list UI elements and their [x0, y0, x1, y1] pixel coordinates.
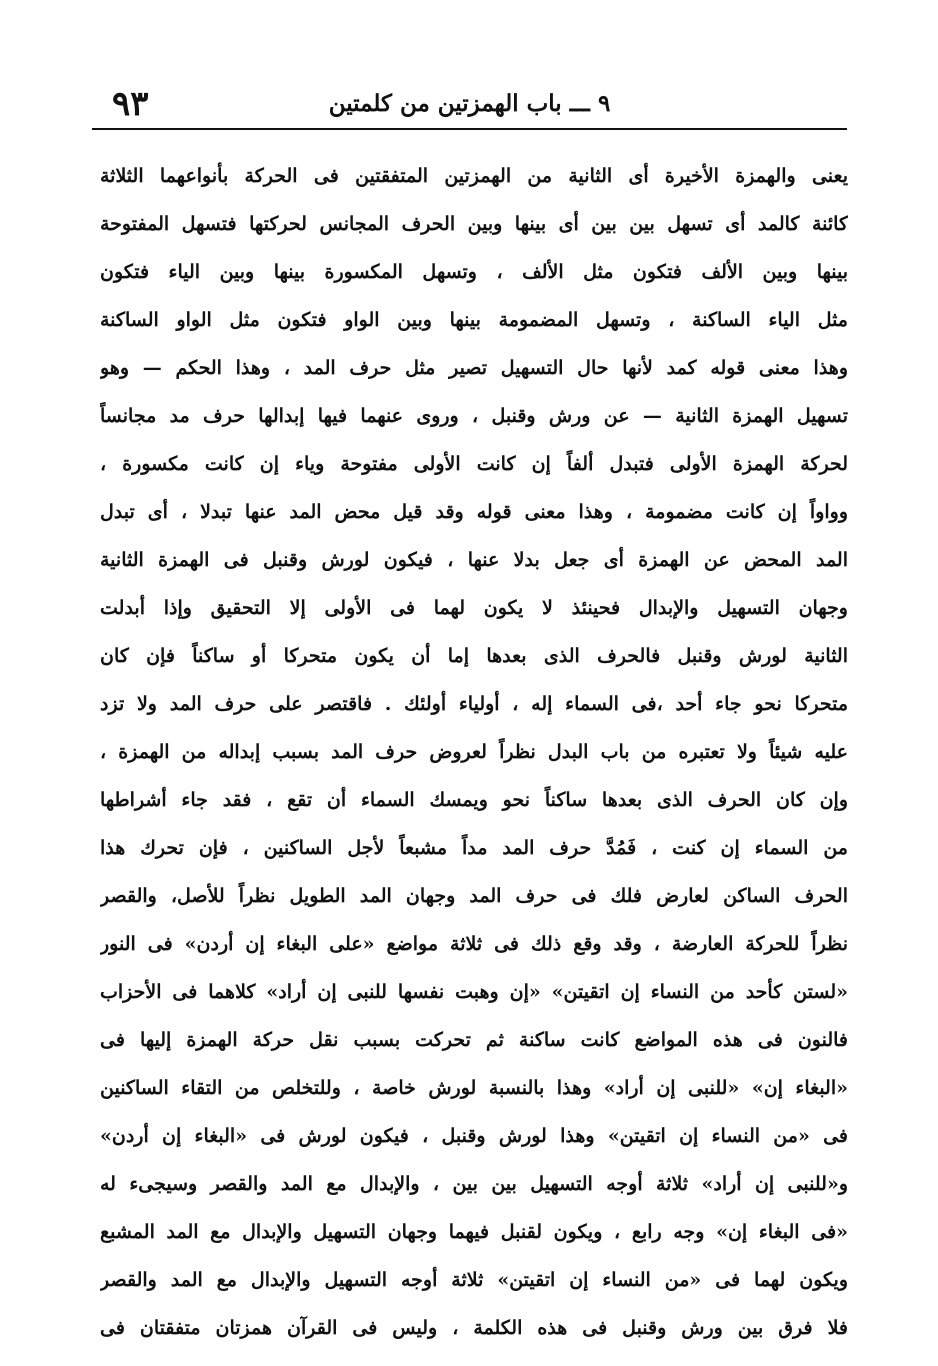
text-line: الثانية لورش وقنبل فالحرف الذى بعدها إما أن يكون متحركا أو ساكناً فإن كان: [100, 645, 848, 667]
text-line: وهذا معنى قوله كمد لأنها حال التسهيل تصير مثل حرف المد ، وهذا الحكم — وهو: [100, 357, 848, 379]
text-line: «البغاء إن» «للنبى إن أراد» وهذا بالنسبة لورش خاصة ، وللتخلص من التقاء الساكنين: [100, 1077, 848, 1099]
text-line: وواواً إن كانت مضمومة ، وهذا معنى قوله وقد قيل محض المد عنها تبدلا ، أى تبدل: [100, 501, 848, 523]
text-line: بينها وبين الألف فتكون مثل الألف ، وتسهل المكسورة بينها وبين الياء فتكون: [100, 261, 848, 283]
text-line: ويكون لهما فى «من النساء إن اتقيتن» ثلاثة أوجه التسهيل والإبدال مع المد والقصر: [100, 1269, 848, 1291]
text-line: لحركة الهمزة الأولى فتبدل ألفاً إن كانت الأولى مفتوحة وياء إن كانت مكسورة ،: [100, 453, 848, 475]
text-line: وجهان التسهيل والإبدال فحينئذ لا يكون لهما فى الأولى إلا التحقيق وإذا أبدلت: [100, 597, 848, 619]
text-line: فى «من النساء إن اتقيتن» وهذا لورش وقنبل ، فيكون لورش فى «البغاء إن أردن»: [100, 1125, 848, 1147]
page-number: ٩٣: [112, 84, 149, 124]
text-line: مثل الياء الساكنة ، وتسهل المضمومة بينها وبين الواو فتكون مثل الواو الساكنة: [100, 309, 848, 331]
text-line: نظراً للحركة العارضة ، وقد وقع ذلك فى ثلاثة مواضع «على البغاء إن أردن» فى النور: [100, 933, 848, 955]
text-line: تسهيل الهمزة الثانية — عن ورش وقنبل ، وروى عنهما فيها إبدالها حرف مد مجانساً: [100, 405, 848, 427]
text-line: من السماء إن كنت ، فَمُدَّ حرف المد مداً مشبعاً لأجل الساكنين ، فإن تحرك هذا: [100, 837, 848, 859]
text-line: فالنون فى هذه المواضع كانت ساكنة ثم تحركت بسبب نقل حركة الهمزة إليها فى: [100, 1029, 848, 1051]
text-line: كائنة كالمد أى تسهل بين بين أى بينها وبين الحرف المجانس لحركتها فتسهل المفتوحة: [100, 213, 848, 235]
header-rule: [92, 128, 847, 130]
text-line: فلا فرق بين ورش وقنبل فى هذه الكلمة ، وليس فى القرآن همزتان متفقتان فى: [100, 1317, 848, 1339]
text-line: متحركا نحو جاء أحد ،فى السماء إله ، أولياء أولئك . فاقتصر على حرف المد ولا تزد: [100, 693, 848, 715]
text-line: وإن كان الحرف الذى بعدها ساكناً نحو ويمسك السماء أن تقع ، فقد جاء أشراطها: [100, 789, 848, 811]
page-header: [92, 82, 847, 130]
running-title: ٩ ـــ باب الهمزتين من كلمتين: [328, 90, 611, 117]
body-text: [100, 152, 848, 1352]
text-line: يعنى والهمزة الأخيرة أى الثانية من الهمزتين المتفقتين فى الحركة بأنواعهما الثلاثة: [100, 165, 848, 187]
text-line: و«للنبى إن أراد» ثلاثة أوجه التسهيل بين بين ، والإبدال مع المد والقصر وسيجىء له: [100, 1173, 848, 1195]
text-line: «لستن كأحد من النساء إن اتقيتن» «إن وهبت نفسها للنبى إن أراد» كلاهما فى الأحزاب: [100, 981, 848, 1003]
text-line: «فى البغاء إن» وجه رابع ، ويكون لقنبل فيهما وجهان التسهيل والإبدال مع المد المشبع: [100, 1221, 848, 1243]
text-line: عليه شيئاً ولا تعتبره من باب البدل نظراً لعروض حرف المد بسبب إبداله من الهمزة ،: [100, 741, 848, 763]
text-line: الحرف الساكن لعارض فلك فى حرف المد وجهان المد الطويل نظراً للأصل، والقصر: [100, 885, 848, 907]
text-line: المد المحض عن الهمزة أى جعل بدلا عنها ، فيكون لورش وقنبل فى الهمزة الثانية: [100, 549, 848, 571]
